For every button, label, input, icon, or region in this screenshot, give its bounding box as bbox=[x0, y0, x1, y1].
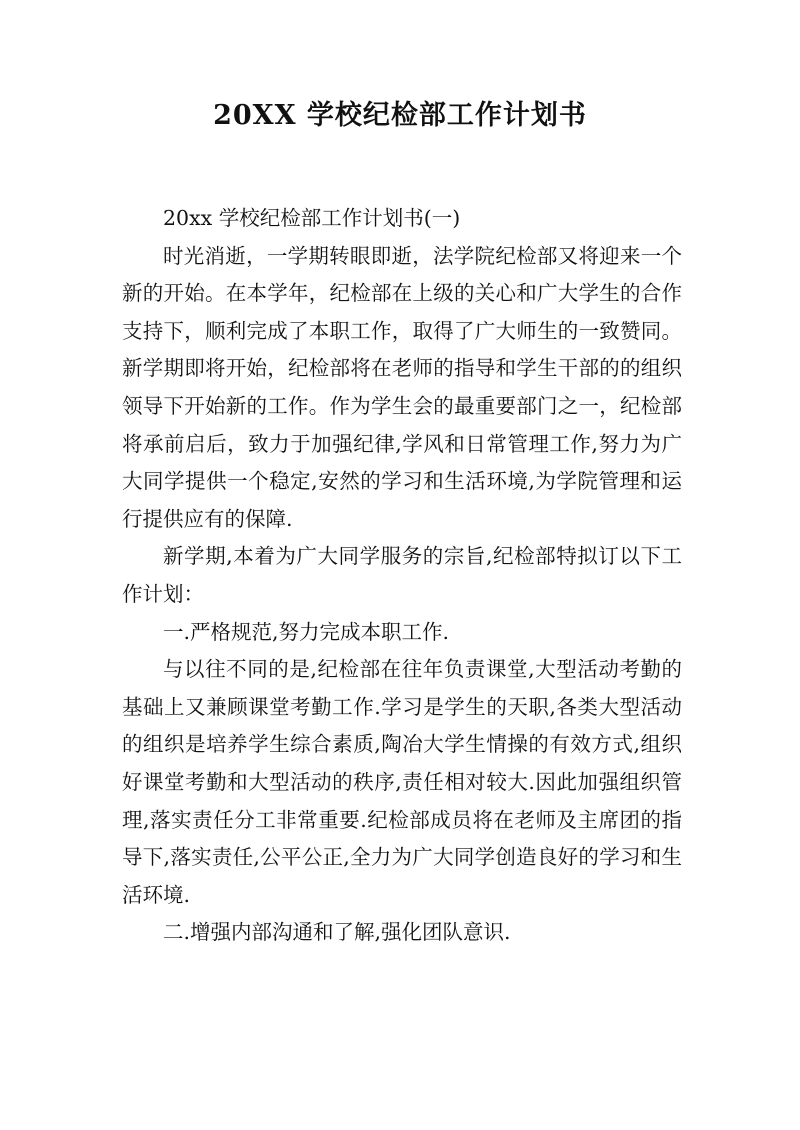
document-body bbox=[122, 200, 682, 952]
intro-paragraph: 时光消逝，一学期转眼即逝，法学院纪检部又将迎来一个新的开始。在本学年，纪检部在上级的关心和广大学生的合作支持下，顺利完成了本职工作，取得了广大师生的一致赞同。新学期即将开始，纪检部将在老师的指导和学生干部的的组织领导下开始新的工作。作为学生会的最重要部门之一，纪检部将承前启后，致力于加强纪律,学风和日常管理工作,努力为广大同学提供一个稳定,安然的学习和生活环境,为学院管理和运行提供应有的保障. bbox=[122, 243, 682, 531]
item-one-heading: 一.严格规范,努力完成本职工作. bbox=[163, 619, 450, 644]
document-title: 20XX 学校纪检部工作计划书 bbox=[213, 100, 587, 131]
item-one-paragraph: 与以往不同的是,纪检部在往年负责课堂,大型活动考勤的基础上又兼顾课堂考勤工作.学习是学生的天职,各类大型活动的组织是培养学生综合素质,陶冶大学生情操的有效方式,组织好课堂考勤和大型活动的秩序,责任相对较大.因此加强组织管理,落实责任分工非常重要.纪检部成员将在老师及主席团的指导下,落实责任,公平公正,全力为广大同学创造良好的学习和生活环境. bbox=[122, 657, 682, 907]
plan-intro-paragraph: 新学期,本着为广大同学服务的宗旨,纪检部特拟订以下工作计划： bbox=[122, 544, 682, 606]
section-heading-plan-one: 20xx 学校纪检部工作计划书(一) bbox=[163, 206, 461, 230]
item-two-heading: 二.增强内部沟通和了解,强化团队意识. bbox=[163, 920, 511, 945]
